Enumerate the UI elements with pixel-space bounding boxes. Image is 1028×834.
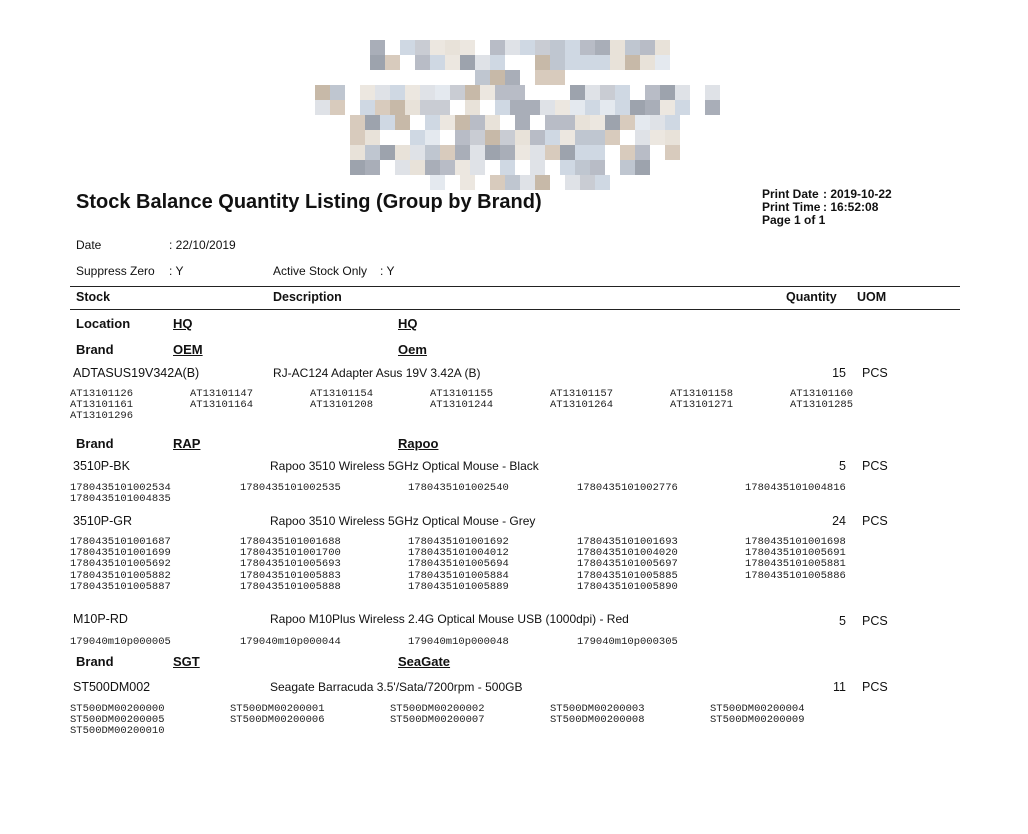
brand-label: Brand	[76, 654, 114, 669]
serial-number: AT13101164	[190, 399, 254, 412]
serial-number: AT13101157	[550, 388, 614, 400]
serial-number: 1780435101005691	[745, 547, 846, 560]
brand-code: SGT	[173, 654, 200, 669]
serial-number: AT13101154	[310, 388, 374, 400]
stock-description: Seagate Barracuda 3.5'/Sata/7200rpm - 500GB	[270, 680, 523, 694]
serial-number: 1780435101005693	[240, 558, 341, 571]
serial-number: 1780435101005888	[240, 580, 341, 593]
location-code: HQ	[173, 316, 193, 331]
serial-number: ST500DM00200006	[230, 714, 325, 727]
stock-uom: PCS	[862, 614, 888, 628]
stock-description: Rapoo M10Plus Wireless 2.4G Optical Mouse USB (1000dpi) - Red	[270, 612, 629, 626]
brand-label: Brand	[76, 436, 114, 451]
print-time-label: Print Time	[762, 200, 821, 214]
stock-uom: PCS	[862, 366, 888, 380]
serial-number: ST500DM00200003	[550, 703, 645, 715]
serial-number: ST500DM00200004	[710, 703, 805, 715]
print-info	[762, 188, 892, 227]
stock-uom: PCS	[862, 459, 888, 473]
stock-uom: PCS	[862, 680, 888, 694]
serial-number: 1780435101002540	[408, 482, 509, 494]
serial-number: ST500DM00200005	[70, 714, 165, 727]
stock-quantity: 5	[839, 459, 846, 473]
serial-number: 1780435101005890	[577, 580, 678, 593]
stock-uom: PCS	[862, 514, 888, 528]
serial-number: 1780435101001692	[408, 536, 509, 548]
brand-code: OEM	[173, 342, 203, 357]
serial-number: 1780435101001693	[577, 536, 678, 548]
serial-number: AT13101264	[550, 399, 614, 412]
serial-number: ST500DM00200000	[70, 703, 165, 715]
serial-number: 1780435101005884	[408, 569, 509, 582]
stock-description: RJ-AC124 Adapter Asus 19V 3.42A (B)	[273, 366, 481, 380]
report-title: Stock Balance Quantity Listing (Group by Brand)	[76, 191, 542, 213]
stock-quantity: 11	[833, 680, 846, 694]
serial-number: 1780435101005883	[240, 569, 341, 582]
stock-quantity: 15	[832, 366, 846, 380]
stock-code: ADTASUS19V342A(B)	[73, 366, 200, 380]
serial-number: 179040m10p000305	[577, 636, 678, 648]
stock-quantity: 5	[839, 614, 846, 628]
serial-number: AT13101126	[70, 388, 134, 400]
serial-number: AT13101161	[70, 399, 134, 412]
serial-number: 179040m10p000005	[70, 636, 171, 648]
serial-number: 1780435101001688	[240, 536, 341, 548]
print-date-label: Print Date	[762, 187, 819, 201]
serial-number: 1780435101001699	[70, 547, 171, 560]
serial-number: 1780435101005882	[70, 569, 171, 582]
print-time-value: : 16:52:08	[823, 200, 879, 214]
page-number: Page 1 of 1	[762, 213, 826, 227]
serial-number: 1780435101002535	[240, 482, 341, 494]
active-stock-value: : Y	[380, 264, 395, 278]
serial-number: 1780435101005885	[577, 569, 678, 582]
serial-number: ST500DM00200010	[70, 725, 165, 738]
serial-number: 1780435101004012	[408, 547, 509, 560]
location-label: Location	[76, 316, 131, 331]
active-stock-label: Active Stock Only	[273, 264, 368, 278]
serial-number: 1780435101002776	[577, 482, 678, 494]
serial-number: AT13101158	[670, 388, 734, 400]
serial-number: 1780435101001698	[745, 536, 846, 548]
date-label: Date	[76, 238, 102, 252]
column-header-quantity: Quantity	[786, 290, 837, 304]
suppress-zero-value: : Y	[169, 264, 184, 278]
column-header-description: Description	[273, 290, 342, 304]
serial-number: AT13101296	[70, 410, 134, 423]
company-logo	[310, 40, 730, 190]
header-bottom-rule	[70, 309, 960, 310]
stock-code: ST500DM002	[73, 680, 151, 694]
serial-number: AT13101155	[430, 388, 494, 400]
serial-number: ST500DM00200008	[550, 714, 645, 727]
serial-number: 1780435101005889	[408, 580, 509, 593]
serial-number: ST500DM00200001	[230, 703, 325, 715]
serial-number: AT13101147	[190, 388, 254, 400]
serial-number: 179040m10p000048	[408, 636, 509, 648]
serial-number: 1780435101001700	[240, 547, 341, 560]
stock-code: M10P-RD	[73, 612, 128, 626]
serial-number: AT13101160	[790, 388, 854, 400]
serial-number: 1780435101004020	[577, 547, 678, 560]
serial-number: 1780435101005886	[745, 569, 846, 582]
date-value: : 22/10/2019	[169, 238, 236, 252]
brand-code: RAP	[173, 436, 201, 451]
serial-number: AT13101244	[430, 399, 494, 412]
serial-number: 1780435101005881	[745, 558, 846, 571]
column-header-uom: UOM	[857, 290, 887, 304]
serial-number: 1780435101005694	[408, 558, 509, 571]
header-top-rule	[70, 286, 960, 287]
serial-number: ST500DM00200009	[710, 714, 805, 727]
serial-number: AT13101271	[670, 399, 734, 412]
column-header-stock: Stock	[76, 290, 111, 304]
brand-name: SeaGate	[398, 654, 451, 669]
serial-number: 1780435101005887	[70, 580, 171, 593]
serial-number: 1780435101004835	[70, 493, 171, 506]
stock-description: Rapoo 3510 Wireless 5GHz Optical Mouse - Grey	[270, 514, 536, 528]
brand-label: Brand	[76, 342, 114, 357]
suppress-zero-label: Suppress Zero	[76, 264, 155, 278]
serial-number: 1780435101005692	[70, 558, 171, 571]
serial-number: 1780435101005697	[577, 558, 678, 571]
stock-description: Rapoo 3510 Wireless 5GHz Optical Mouse - Black	[270, 459, 539, 473]
serial-number: 1780435101002534	[70, 482, 171, 494]
serial-number: ST500DM00200002	[390, 703, 485, 715]
serial-number: 179040m10p000044	[240, 636, 341, 648]
stock-code: 3510P-GR	[73, 514, 133, 528]
stock-code: 3510P-BK	[73, 459, 130, 473]
brand-name: Rapoo	[398, 436, 439, 451]
location-name: HQ	[398, 316, 418, 331]
brand-name: Oem	[398, 342, 427, 357]
serial-number: 1780435101001687	[70, 536, 171, 548]
serial-number: ST500DM00200007	[390, 714, 485, 727]
serial-number: 1780435101004816	[745, 482, 846, 494]
serial-number: AT13101208	[310, 399, 374, 412]
stock-quantity: 24	[832, 514, 846, 528]
print-date-value: : 2019-10-22	[823, 187, 892, 201]
serial-number: AT13101285	[790, 399, 854, 412]
